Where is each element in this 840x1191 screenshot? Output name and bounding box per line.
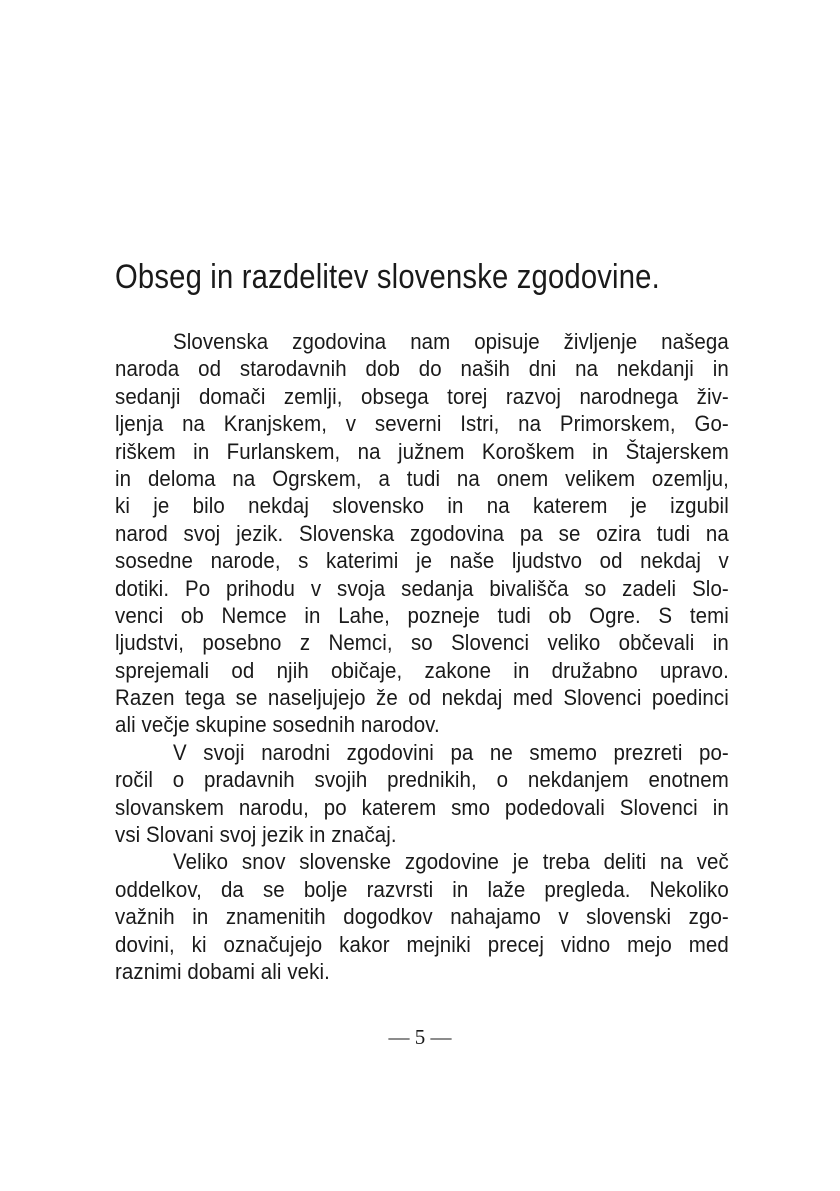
text-line: sosedne narode, s katerimi je naše ljudstvo od nekdaj v: [115, 548, 729, 574]
text-line: vsi Slovani svoj jezik in značaj.: [115, 822, 397, 848]
text-line: ročil o pradavnih svojih prednikih, o nekdanjem enotnem: [115, 767, 729, 793]
text-line: sprejemali od njih običaje, zakone in družabno upravo.: [115, 657, 729, 683]
text-line: ljenja na Kranjskem, v severni Istri, na Primorskem, Go-: [115, 411, 729, 437]
page-title: Obseg in razdelitev slovenske zgodovine.: [115, 258, 660, 296]
paragraph-1: [115, 328, 729, 739]
page-number: — 5 —: [388, 1025, 452, 1049]
text-line: Slovenska zgodovina nam opisuje življenje našega: [173, 329, 729, 354]
text-line: raznimi dobami ali veki.: [115, 958, 330, 984]
text-line: in deloma na Ogrskem, a tudi na onem velikem ozemlju,: [115, 465, 729, 491]
text-line: venci ob Nemce in Lahe, pozneje tudi ob Ogre. S temi: [115, 602, 729, 628]
text-line: naroda od starodavnih dob do naših dni na nekdanji in: [115, 356, 729, 382]
text-line: ljudstvi, posebno z Nemci, so Slovenci veliko občevali in: [115, 630, 729, 656]
text-line: riškem in Furlanskem, na južnem Koroškem in Štajerskem: [115, 438, 729, 464]
text-line: ali večje skupine sosednih narodov.: [115, 712, 440, 738]
text-line: Veliko snov slovenske zgodovine je treba deliti na več: [173, 849, 729, 875]
text-line: važnih in znamenitih dogodkov nahajamo v slovenski zgo-: [115, 904, 729, 930]
text-line: slovanskem narodu, po katerem smo podedovali Slovenci in: [115, 794, 729, 820]
text-line: ki je bilo nekdaj slovensko in na katerem je izgubil: [115, 493, 729, 519]
text-line: narod svoj jezik. Slovenska zgodovina pa se ozira tudi na: [115, 520, 729, 546]
text-line: Razen tega se naseljujejo že od nekdaj med Slovenci poedinci: [115, 685, 729, 711]
paragraph-3: [115, 848, 729, 985]
text-line: oddelkov, da se bolje razvrsti in laže pregleda. Nekoliko: [115, 876, 729, 902]
body-text: [115, 328, 729, 985]
paragraph-2: [115, 739, 729, 849]
text-line: sedanji domači zemlji, obsega torej razvoj narodnega živ-: [115, 383, 729, 409]
text-line: dotiki. Po prihodu v svoja sedanja bivališča so zadeli Slo-: [115, 575, 729, 601]
text-line: dovini, ki označujejo kakor mejniki precej vidno mejo med: [115, 931, 729, 957]
text-line: V svoji narodni zgodovini pa ne smemo prezreti po-: [173, 739, 729, 765]
